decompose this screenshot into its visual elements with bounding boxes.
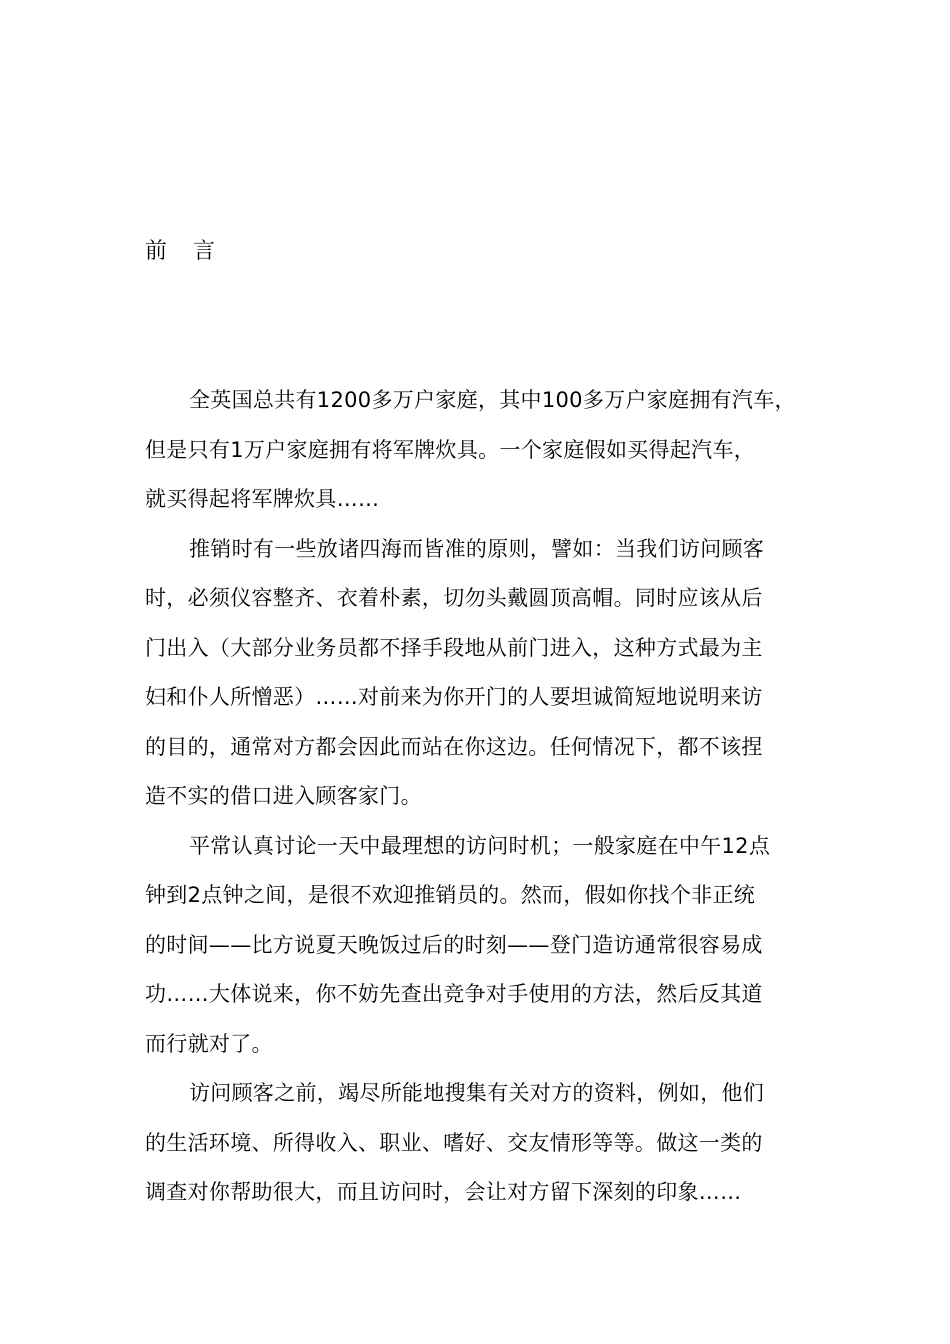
text-line: 功……大体说来，你不妨先查出竞争对手使用的方法，然后反其道 [145,982,763,1006]
text-line: 的时间——比方说夏天晚饭过后的时刻——登门造访通常很容易成 [145,932,763,957]
text-line: 就买得起将军牌炊具…… [145,487,380,511]
text-line: 全英国总共有1200多万户家庭，其中100多万户家庭拥有汽车， [189,388,796,412]
paragraph-3 [145,826,811,1064]
paragraph-1 [145,380,811,519]
text-line: 门出入（大部分业务员都不择手段地从前门进入，这种方式最为主 [145,635,763,660]
paragraph-4 [145,1073,811,1212]
text-line: 调查对你帮助很大，而且访问时，会让对方留下深刻的印象…… [145,1180,742,1204]
text-line: 时，必须仪容整齐、衣着朴素，切勿头戴圆顶高帽。同时应该从后 [145,586,763,610]
body-text [145,380,811,1212]
text-line: 推销时有一些放诸四海而皆准的原则，譬如：当我们访问顾客 [189,536,765,561]
text-line: 的目的，通常对方都会因此而站在你这边。任何情况下，都不该捏 [145,734,763,759]
text-line: 妇和仆人所憎恶）……对前来为你开门的人要坦诚简短地说明来访 [145,685,763,709]
text-line: 造不实的借口进入顾客家门。 [145,784,422,808]
text-line: 的生活环境、所得收入、职业、嗜好、交友情形等等。做这一类的 [145,1130,763,1155]
page-title: 前言 [145,239,242,264]
text-line: 钟到2点钟之间，是很不欢迎推销员的。然而，假如你找个非正统 [145,883,756,907]
text-line: 平常认真讨论一天中最理想的访问时机；一般家庭在中午12点 [189,833,771,858]
text-line: 而行就对了。 [145,1031,273,1056]
text-line: 访问顾客之前，竭尽所能地搜集有关对方的资料，例如，他们 [189,1081,765,1105]
paragraph-2 [145,529,811,817]
text-line: 但是只有1万户家庭拥有将军牌炊具。一个家庭假如买得起汽车， [145,437,756,462]
